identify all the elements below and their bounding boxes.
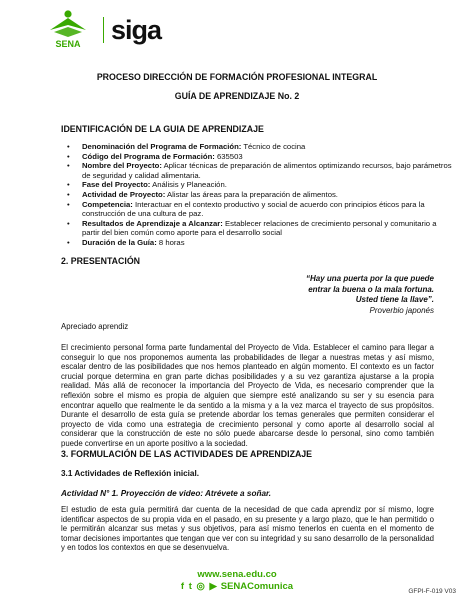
activities-heading: 3. FORMULACIÓN DE LAS ACTIVIDADES DE APRENDIZAJE — [61, 449, 313, 459]
activities-subheading: 3.1 Actividades de Reflexión inicial. — [61, 469, 200, 478]
list-item — [61, 219, 453, 238]
item-label: Código del Programa de Formación: — [82, 151, 215, 161]
quote-line: entrar la buena o la mala fortuna. — [308, 284, 434, 294]
list-item — [61, 161, 453, 180]
activity-title: Actividad N° 1. Proyección de video: Atrévete a soñar. — [61, 489, 272, 498]
activity-body: El estudio de esta guía permitirá dar cuenta de la necesidad de que cada aprendiz por sí mismo, logre identificar aspectos de su propia vida en el pasado, en su presente y a largo plazo, que le han permitido o le permitirán alcanzar sus metas y sus objetivos, para así mismo tenerlos en cuenta en el momento de tomar decisiones importantes que tengan que ver con su integridad y su sano desarrollo de la personalidad y en todos los contextos en que se desenvuelva. — [61, 505, 434, 553]
item-value: 8 horas — [156, 237, 185, 247]
item-value: Establecer relaciones de crecimiento personal y comunitario a partir del bien común como aporte para el desarrollo social — [82, 218, 437, 238]
item-value: Interactuar en el contexto productivo y social de acuerdo con principios éticos para la construcción de una cultura de paz. — [82, 199, 425, 219]
item-label: Denominación del Programa de Formación: — [82, 142, 242, 151]
item-label: Duración de la Guía: — [82, 237, 157, 247]
document-header — [0, 0, 474, 52]
sena-logo — [40, 10, 96, 50]
form-code: GFPI-F-019 V03 — [408, 588, 456, 595]
item-label: Competencia: — [82, 199, 133, 209]
list-item — [61, 142, 453, 152]
epigraph-quote — [306, 274, 434, 316]
list-item — [61, 180, 453, 190]
presentation-body: El crecimiento personal forma parte fundamental del Proyecto de Vida. Establecer el camino para llegar a conseguir lo que nos proponemos aumenta las probabilidades de llegar a nuestras metas y así mismo, escalar dentro de las posibilidades que nos hemos planteado en algún momento. El contexto es un factor crucial porque determina en gran parte dichas posibilidades y a su vez garantiza ajustarse a la propia realidad. Más allá de reconocer la importancia del Proyecto de Vida, es necesario comprender que la reflexión sobre el mismo es propia de alguien que siempre esté analizando su ser y su esencia para encontrar aquello que realmente le da sentido a la misma y a la vez marca el trayecto de sus propósitos. Durante el desarrollo de esta guía se pretende abordar los temas generales que permiten considerar el proyecto de vida como una estrategia de crecimiento personal y como aporte al desarrollo social al considerar que la construcción de este no sólo puede abarcarse desde lo personal, sino como también puede convertirse en un aporte positivo a la sociedad. — [61, 343, 434, 448]
footer-social — [0, 581, 474, 592]
greeting: Apreciado aprendiz — [61, 322, 129, 331]
header-divider — [103, 17, 104, 43]
item-label: Nombre del Proyecto: — [82, 161, 162, 171]
item-value: 635503 — [214, 151, 243, 161]
item-value: Aplicar técnicas de preparación de alimentos optimizando recursos, bajo parámetros de seguridad y calidad alimentaria. — [82, 161, 452, 180]
identification-list — [61, 142, 453, 248]
bullet-icon: • — [67, 237, 70, 247]
document-title: PROCESO DIRECCIÓN DE FORMACIÓN PROFESIONAL INTEGRAL — [96, 72, 378, 82]
list-item — [61, 152, 453, 162]
item-value: Técnico de cocina — [241, 142, 306, 151]
bullet-icon: • — [67, 161, 70, 171]
siga-logo-text: siga — [111, 15, 162, 45]
social-handle: SENAComunica — [220, 581, 294, 592]
item-label: Resultados de Aprendizaje a Alcanzar: — [82, 218, 223, 228]
siga-logo — [111, 17, 161, 43]
footer-url: www.sena.edu.co — [197, 569, 277, 580]
list-item — [61, 238, 453, 248]
bullet-icon: • — [67, 151, 70, 161]
bullet-icon: • — [67, 189, 70, 199]
bullet-icon: • — [67, 180, 70, 190]
social-icons: f t ◎ ▶ — [180, 581, 218, 592]
item-label: Actividad de Proyecto: — [82, 189, 166, 199]
quote-line: “Hay una puerta por la que puede — [305, 274, 434, 283]
item-value: Alistar las áreas para la preparación de alimentos. — [165, 189, 338, 199]
quote-author: Proverbio japonés — [369, 305, 434, 315]
presentation-heading: 2. PRESENTACIÓN — [61, 256, 141, 266]
bullet-icon: • — [67, 218, 70, 228]
document-subtitle: GUÍA DE APRENDIZAJE No. 2 — [174, 91, 300, 101]
item-value: Análisis y Planeación. — [150, 180, 227, 190]
quote-line: Usted tiene la llave”. — [355, 295, 434, 304]
identification-heading: IDENTIFICACIÓN DE LA GUIA DE APRENDIZAJE — [61, 124, 264, 134]
bullet-icon: • — [67, 142, 70, 151]
bullet-icon: • — [67, 199, 70, 209]
list-item — [61, 190, 453, 200]
item-label: Fase del Proyecto: — [82, 180, 151, 190]
list-item — [61, 200, 453, 219]
sena-logo-text: SENA — [55, 39, 81, 49]
